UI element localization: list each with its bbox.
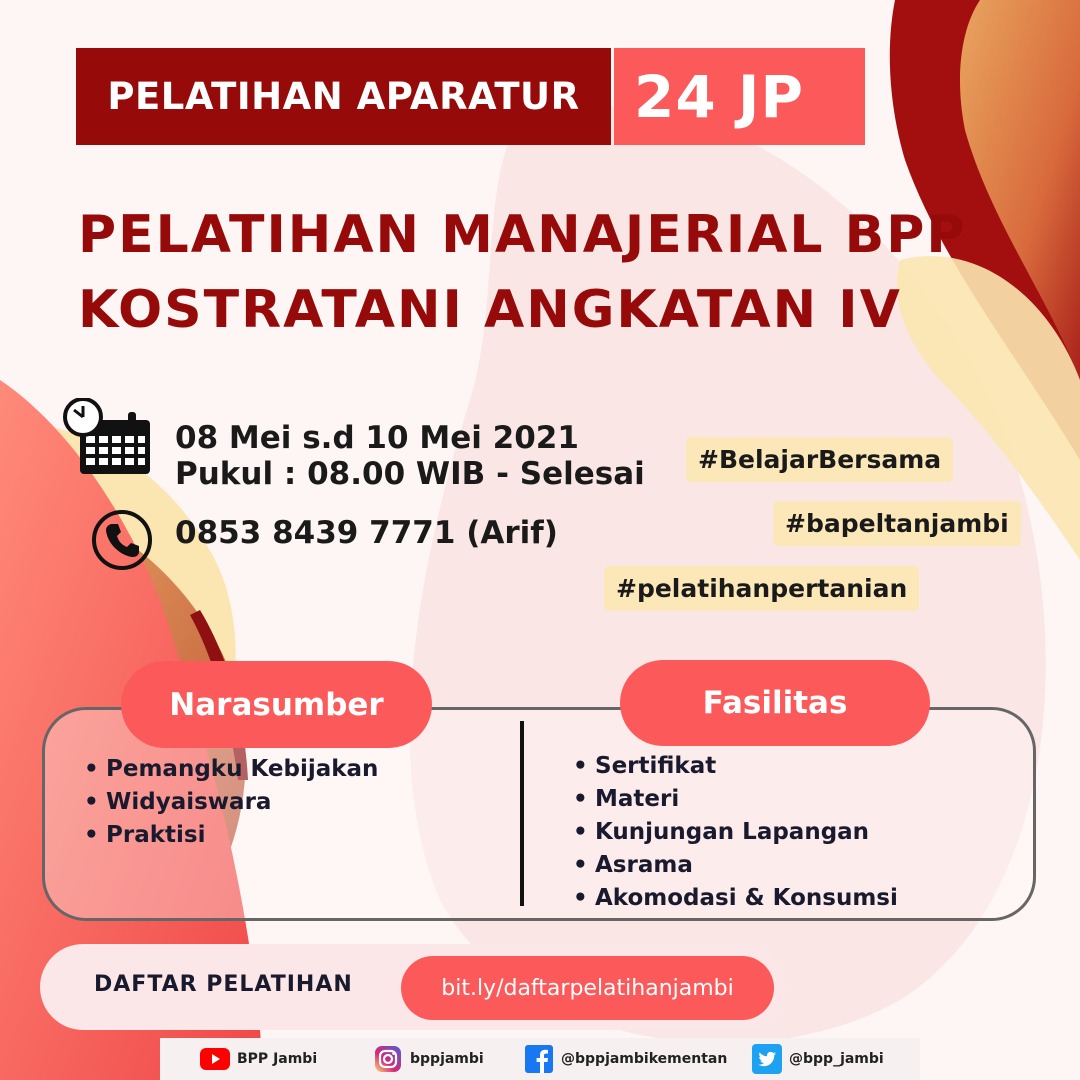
social-twitter[interactable] (752, 1044, 884, 1074)
youtube-handle: BPP Jambi (237, 1051, 318, 1067)
narasumber-heading: Narasumber (121, 661, 432, 748)
register-label: DAFTAR PELATIHAN (94, 972, 353, 997)
training-type-tag: PELATIHAN APARATUR (76, 48, 611, 145)
facebook-icon (524, 1044, 554, 1074)
list-item: • Sertifikat (573, 750, 898, 783)
page-title-line2: KOSTRATANI ANGKATAN IV (78, 280, 902, 340)
instagram-icon (373, 1044, 403, 1074)
narasumber-list (84, 753, 378, 852)
event-time: Pukul : 08.00 WIB - Selesai (175, 456, 645, 492)
calendar-clock-icon (62, 398, 154, 478)
event-date: 08 Mei s.d 10 Mei 2021 (175, 420, 579, 456)
hashtag-pelatihanpertanian: #pelatihanpertanian (604, 566, 919, 611)
hashtag-bapeltanjambi: #bapeltanjambi (773, 501, 1021, 546)
twitter-handle: @bpp_jambi (789, 1051, 884, 1067)
hours-tag: 24 JP (614, 48, 865, 145)
youtube-icon (200, 1044, 230, 1074)
hashtag-belajarbersama: #BelajarBersama (686, 437, 953, 482)
details-divider (520, 721, 524, 906)
instagram-handle: bppjambi (410, 1051, 484, 1067)
list-item: • Asrama (573, 849, 898, 882)
facebook-handle: @bppjambikementan (561, 1051, 728, 1067)
social-instagram[interactable] (373, 1044, 484, 1074)
register-link[interactable]: bit.ly/daftarpelatihanjambi (401, 956, 774, 1020)
fasilitas-heading: Fasilitas (620, 660, 930, 746)
list-item: • Akomodasi & Konsumsi (573, 882, 898, 915)
list-item: • Kunjungan Lapangan (573, 816, 898, 849)
contact-phone: 0853 8439 7771 (Arif) (175, 515, 558, 551)
phone-icon (90, 508, 154, 572)
social-youtube[interactable] (200, 1044, 317, 1074)
list-item: • Praktisi (84, 819, 378, 852)
twitter-icon (752, 1044, 782, 1074)
list-item: • Widyaiswara (84, 786, 378, 819)
fasilitas-list (573, 750, 898, 915)
social-facebook[interactable] (524, 1044, 727, 1074)
list-item: • Pemangku Kebijakan (84, 753, 378, 786)
list-item: • Materi (573, 783, 898, 816)
page-title-line1: PELATIHAN MANAJERIAL BPP (78, 205, 967, 265)
